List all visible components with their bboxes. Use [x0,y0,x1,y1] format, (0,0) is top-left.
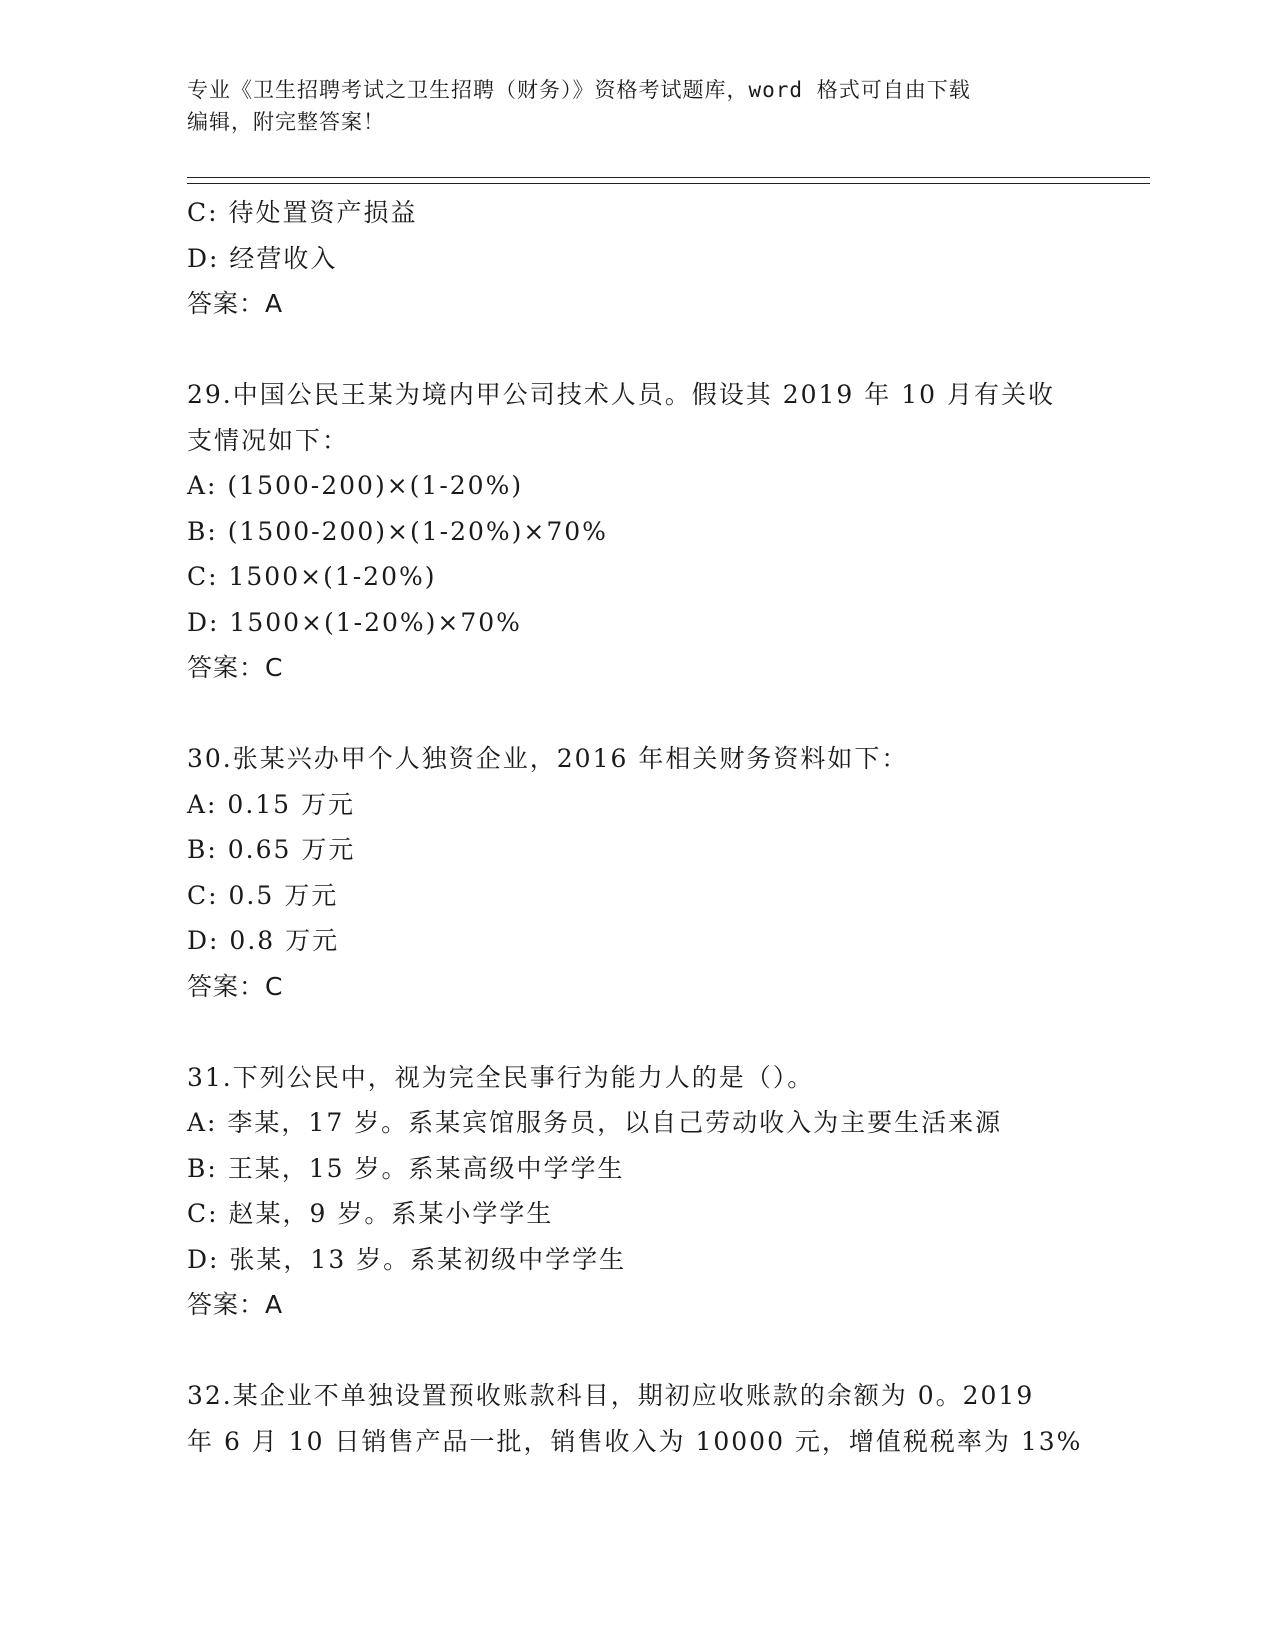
page-header [187,74,1067,138]
answer-option: A: (1500-200)×(1-20%) [187,471,524,500]
answer-option: C: 0.5 万元 [187,880,339,910]
question-tail [187,190,1087,327]
question-stem-line: 29.中国公民王某为境内甲公司技术人员。假设其 2019 年 10 月有关收 [187,380,1055,409]
answer-key: 答案：A [187,1290,284,1319]
answer-option: D: 1500×(1-20%)×70% [187,607,522,637]
question-block [187,1055,1087,1328]
block-spacer [187,1009,1087,1055]
question-list [187,190,1087,1464]
answer-option: B: 王某，15 岁。系某高级中学学生 [187,1153,625,1183]
answer-option: C: 待处置资产损益 [187,198,418,227]
answer-option: D: 0.8 万元 [187,926,340,955]
question-block [187,736,1087,1009]
header-line-2: 编辑，附完整答案！ [187,110,385,134]
answer-key: 答案：C [187,971,284,1001]
question-stem-line: 30.张某兴办甲个人独资企业，2016 年相关财务资料如下： [187,744,909,773]
header-divider-bottom [187,183,1150,184]
header-line-1: 专业《卫生招聘考试之卫生招聘（财务）》资格考试题库，word 格式可自由下载 [187,78,971,102]
answer-option: B: (1500-200)×(1-20%)×70% [187,516,608,546]
block-spacer [187,691,1087,737]
question-stem-line: 年 6 月 10 日销售产品一批，销售收入为 10000 元，增值税税率为 13% [187,1426,1083,1456]
answer-option: B: 0.65 万元 [187,835,356,864]
answer-option: D: 经营收入 [187,243,338,273]
answer-option: D: 张某，13 岁。系某初级中学学生 [187,1244,627,1274]
question-stem-line: 支情况如下： [187,425,350,455]
answer-option: A: 李某，17 岁。系某宾馆服务员，以自己劳动收入为主要生活来源 [187,1108,1003,1137]
answer-option: A: 0.15 万元 [187,789,356,819]
header-divider-top [187,177,1150,178]
answer-key: 答案：C [187,653,284,682]
block-spacer [187,1328,1087,1374]
question-stem-line: 32.某企业不单独设置预收账款科目，期初应收账款的余额为 0。2019 [187,1381,1035,1410]
answer-option: C: 赵某，9 岁。系某小学学生 [187,1199,554,1228]
block-spacer [187,327,1087,373]
question-block [187,372,1087,691]
question-stem-line: 31.下列公民中，视为完全民事行为能力人的是（）。 [187,1062,815,1092]
question-block [187,1373,1087,1464]
answer-option: C: 1500×(1-20%) [187,562,437,591]
answer-key: 答案：A [187,289,284,318]
